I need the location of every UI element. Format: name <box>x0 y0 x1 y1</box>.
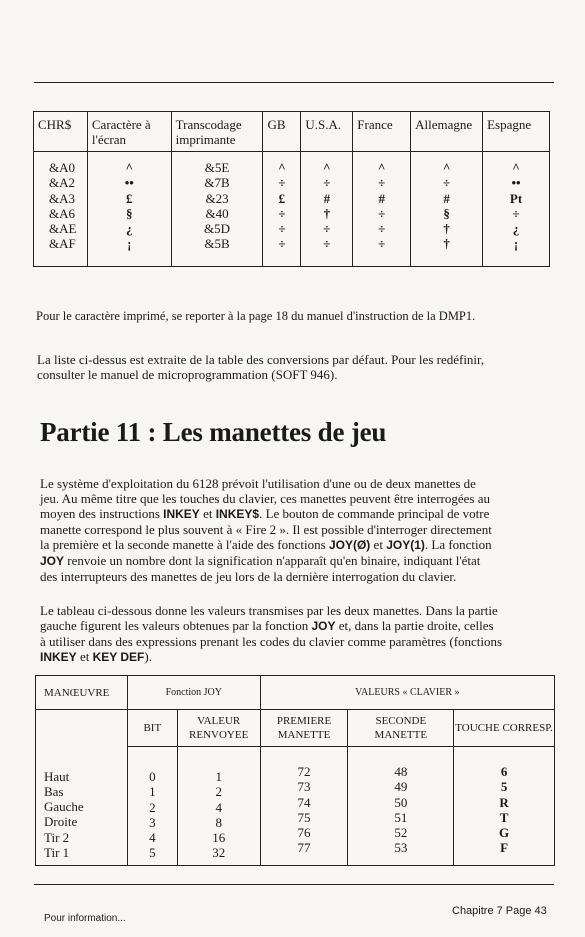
header-premiere-manette: PREMIERE MANETTE <box>260 710 348 747</box>
note-conversions-line1: La liste ci-dessus est extraite de la table des conversions par défaut. Pour les redéfinir, <box>37 352 485 367</box>
table-cell: 8 <box>215 814 222 830</box>
para3-line5c: . La fonction <box>424 537 492 552</box>
keyword-inkey: INKEY <box>163 507 200 521</box>
paragraph-systeme <box>40 476 560 584</box>
col-gb <box>263 152 301 267</box>
table-cell: &A3 <box>49 190 75 206</box>
table-cell: 76 <box>297 825 311 841</box>
para3-line5a: la première et la seconde manette à l'aide des fonctions <box>40 537 329 552</box>
table-cell: ÷ <box>443 175 451 191</box>
table-cell: &A0 <box>49 160 75 175</box>
para3-line3b: et <box>199 506 216 521</box>
para3-line2: jeu. Au même titre que les touches du clavier, ces manettes peuvent être interrogées au <box>40 491 490 506</box>
table-cell: 2 <box>215 784 222 800</box>
bottom-rule <box>34 884 554 885</box>
para3-line5b: et <box>370 537 387 552</box>
para4-line1: Le tableau ci-dessous donne les valeurs transmises par les deux manettes. Dans la partie <box>40 603 498 618</box>
col-ecran <box>87 152 171 267</box>
table-cell: ¡ <box>127 236 132 252</box>
table-cell: ÷ <box>378 236 386 252</box>
col-premiere <box>260 747 348 866</box>
col-header-gb: GB <box>263 112 301 152</box>
keyword-inkey-dollar: INKEY$ <box>215 507 260 521</box>
charset-header-row <box>34 112 550 152</box>
joystick-header-row2 <box>36 710 555 747</box>
table-cell: # <box>378 190 385 206</box>
col-france <box>353 152 411 267</box>
table-cell: T <box>499 809 509 825</box>
para4-line3: à utiliser dans des expressions prenant les codes du clavier comme paramètres (fonctions <box>40 634 503 649</box>
charset-table <box>33 111 550 267</box>
col-header-transcodage: Transcodage imprimante <box>171 112 263 152</box>
col-header-chr: CHR$ <box>34 112 88 152</box>
table-cell: ÷ <box>278 236 286 252</box>
table-cell: Tir 2 <box>44 829 70 845</box>
table-cell: 5 <box>500 779 508 795</box>
col-valeur <box>177 747 260 866</box>
table-cell: † <box>443 236 450 252</box>
table-cell: ¡ <box>513 236 519 252</box>
table-cell: F <box>500 840 509 856</box>
col-bit <box>127 747 177 866</box>
table-cell: 73 <box>297 779 311 795</box>
table-cell: ^ <box>442 160 451 175</box>
para3-line6b: renvoie un nombre dont la signification n'apparaît qu'en binaire, indiquant l'état <box>64 553 481 568</box>
col-transcodage <box>171 152 263 267</box>
table-cell: R <box>499 794 509 810</box>
table-cell: † <box>443 221 450 237</box>
table-cell: Gauche <box>44 799 84 815</box>
joystick-table <box>35 675 555 866</box>
header-valeur-renvoyee: VALEUR RENVOYEE <box>177 710 260 747</box>
keyword-inkey-2: INKEY <box>40 650 77 664</box>
table-cell: 77 <box>297 840 311 856</box>
table-cell: &5B <box>204 236 230 252</box>
col-manoeuvre <box>36 747 128 866</box>
para4-line4b: et <box>76 649 93 664</box>
footer-page-number: Chapitre 7 Page 43 <box>452 905 547 917</box>
table-cell: &A6 <box>49 205 75 221</box>
table-cell: &40 <box>205 205 229 221</box>
table-cell: ÷ <box>323 221 331 237</box>
table-cell: 4 <box>149 830 156 846</box>
table-cell: ^ <box>377 160 386 175</box>
table-cell: &AF <box>49 236 76 252</box>
table-cell: &5E <box>204 160 230 175</box>
table-cell: &5D <box>204 221 231 237</box>
table-cell: £ <box>126 190 133 206</box>
section-heading: Partie 11 : Les manettes de jeu <box>40 417 387 447</box>
header-manoeuvre: MANŒUVRE <box>36 676 128 710</box>
table-cell: # <box>323 190 331 206</box>
table-cell: Tir 1 <box>44 844 70 860</box>
col-usa <box>301 152 353 267</box>
col-seconde <box>348 747 454 866</box>
para3-line7: des interrupteurs des manettes de jeu lors de la dernière interrogation du clavier. <box>40 569 457 584</box>
table-cell: 5 <box>149 845 156 861</box>
para4-line2a: gauche figurent les valeurs obtenues par la fonction <box>40 618 312 633</box>
note-conversions-line2: consulter le manuel de microprogrammation (SOFT 946). <box>37 367 338 382</box>
table-cell: ^ <box>323 160 331 175</box>
table-cell: ÷ <box>323 175 331 191</box>
table-cell: •• <box>124 175 134 191</box>
header-touche-corresp: TOUCHE CORRESP. <box>454 710 555 747</box>
table-cell: •• <box>511 175 521 191</box>
table-cell: † <box>323 205 331 221</box>
joystick-body-row <box>36 747 555 866</box>
table-cell: ÷ <box>512 205 520 221</box>
table-cell: &23 <box>205 190 229 206</box>
keyword-joy-2: JOY <box>311 619 336 633</box>
keyword-keydef: KEY DEF <box>92 650 145 664</box>
col-chr <box>34 152 88 267</box>
table-cell: &7B <box>204 175 230 191</box>
table-cell: ¿ <box>512 221 520 237</box>
keyword-joy: JOY <box>40 554 65 568</box>
table-cell: ÷ <box>378 205 386 221</box>
col-header-ecran: Caractère à l'écran <box>87 112 171 152</box>
table-cell: ÷ <box>323 236 331 252</box>
table-cell: Haut <box>44 768 70 784</box>
table-cell: 51 <box>394 809 408 825</box>
table-cell: ÷ <box>378 221 386 237</box>
para3-line3c: . Le bouton de commande principal de votre <box>259 506 490 521</box>
table-cell: ÷ <box>278 221 286 237</box>
col-header-france: France <box>353 112 411 152</box>
charset-body-row <box>34 152 550 267</box>
table-cell: 53 <box>394 840 408 856</box>
col-allemagne <box>411 152 483 267</box>
table-cell: ^ <box>125 160 134 175</box>
table-cell: # <box>443 190 450 206</box>
table-cell: 32 <box>212 845 226 861</box>
table-cell: ¿ <box>126 221 133 237</box>
note-conversions <box>37 352 484 382</box>
table-cell: 50 <box>394 794 408 810</box>
header-seconde-manette: SECONDE MANETTE <box>348 710 454 747</box>
header-bit: BIT <box>127 710 177 747</box>
table-cell: 75 <box>297 809 311 825</box>
table-cell: &A2 <box>49 175 75 191</box>
table-cell: 3 <box>149 814 156 830</box>
table-cell: G <box>499 825 510 841</box>
table-cell: Droite <box>44 814 78 830</box>
header-fonction-joy: Fonction JOY <box>127 676 260 710</box>
table-cell: ÷ <box>378 175 386 191</box>
para4-line2b: et, dans la partie droite, celles <box>335 618 494 633</box>
col-header-espagne: Espagne <box>483 112 550 152</box>
top-rule <box>34 82 554 83</box>
para3-line4: manette correspond le plus souvent à « Fire 2 ». Il est possible d'interroger directement <box>40 522 492 537</box>
table-cell: 72 <box>297 764 311 779</box>
table-cell: 49 <box>394 779 408 795</box>
table-cell: &AE <box>49 221 77 237</box>
table-cell: 1 <box>215 769 222 784</box>
col-header-usa: U.S.A. <box>301 112 353 152</box>
joystick-header-row1 <box>36 676 555 710</box>
header-empty <box>36 710 128 747</box>
table-cell: ^ <box>278 160 286 175</box>
keyword-joy0: JOY(Ø) <box>328 538 371 552</box>
para4-line4c: ). <box>144 649 152 664</box>
table-cell: Bas <box>44 783 64 799</box>
table-cell: 1 <box>149 784 156 800</box>
table-cell: ÷ <box>278 205 286 221</box>
table-cell: 2 <box>149 799 156 815</box>
footer-left: Pour information... <box>44 913 126 924</box>
table-cell: ^ <box>512 160 520 175</box>
para3-line3a: moyen des instructions <box>40 506 164 521</box>
table-cell: § <box>126 205 133 221</box>
col-espagne <box>483 152 550 267</box>
table-cell: Pt <box>509 190 523 206</box>
table-cell: 0 <box>149 769 156 784</box>
table-cell: 16 <box>212 830 226 846</box>
note-dmp1: Pour le caractère imprimé, se reporter à la page 18 du manuel d'instruction de la DMP1. <box>36 309 476 323</box>
table-cell: £ <box>278 190 286 206</box>
para3-line1: Le système d'exploitation du 6128 prévoit l'utilisation d'une ou de deux manettes de <box>40 476 476 491</box>
table-cell: 74 <box>297 794 311 810</box>
table-cell: § <box>443 205 450 221</box>
paragraph-tableau <box>40 603 560 665</box>
keyword-joy1: JOY(1) <box>386 538 425 552</box>
col-header-allemagne: Allemagne <box>411 112 483 152</box>
col-touche <box>454 747 555 866</box>
table-cell: 52 <box>394 825 408 841</box>
table-cell: 6 <box>500 764 508 779</box>
table-cell: 48 <box>394 764 408 779</box>
table-cell: 4 <box>215 799 222 815</box>
table-cell: ÷ <box>278 175 286 191</box>
header-valeurs-clavier: VALEURS « CLAVIER » <box>260 676 554 710</box>
